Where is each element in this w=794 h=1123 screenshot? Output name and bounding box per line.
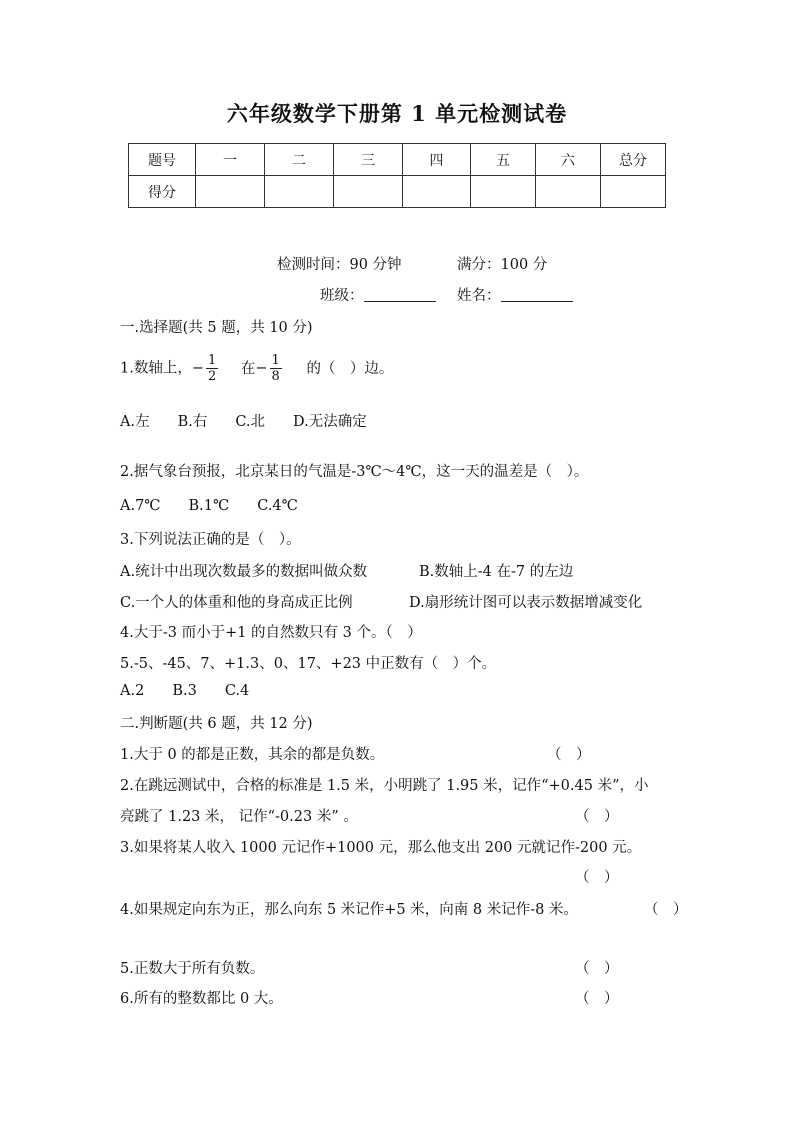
option[interactable]: C.一个人的体重和他的身高成正比例 bbox=[120, 595, 353, 611]
s2-q1: 1.大于 0 的都是正数，其余的都是负数。 bbox=[120, 747, 385, 763]
option[interactable]: B.1℃ bbox=[188, 498, 230, 514]
option[interactable]: C.北 bbox=[235, 414, 266, 430]
option[interactable]: A.统计中出现次数最多的数据叫做众数 bbox=[120, 564, 368, 580]
score-cell[interactable] bbox=[196, 176, 265, 208]
option[interactable]: A.2 bbox=[120, 683, 145, 699]
name-blank[interactable] bbox=[501, 287, 573, 302]
class-field bbox=[320, 284, 436, 305]
score-header-cell: 题号 bbox=[129, 144, 196, 176]
answer-paren[interactable]: （ ） bbox=[644, 902, 688, 918]
score-cell[interactable] bbox=[536, 176, 601, 208]
class-blank[interactable] bbox=[364, 287, 436, 302]
score-table-header-row bbox=[129, 144, 666, 176]
s1-q1-suffix: 的（ ）边。 bbox=[306, 360, 394, 377]
full-score: 满分：100 分 bbox=[457, 257, 548, 273]
option[interactable]: B.3 bbox=[172, 683, 197, 699]
score-cell[interactable] bbox=[265, 176, 334, 208]
name-label: 姓名： bbox=[457, 288, 501, 304]
fraction-one-half: $\frac{1}{2}$ bbox=[208, 353, 217, 384]
score-header-cell: 总分 bbox=[601, 144, 666, 176]
score-cell[interactable] bbox=[334, 176, 403, 208]
option[interactable]: B.数轴上-4 在-7 的左边 bbox=[419, 564, 574, 580]
option[interactable]: C.4 bbox=[224, 683, 250, 699]
s2-q6: 6.所有的整数都比 0 大。 bbox=[120, 991, 283, 1007]
option[interactable]: B.右 bbox=[177, 414, 208, 430]
s1-q1-options bbox=[120, 410, 395, 431]
score-table bbox=[128, 143, 666, 208]
exam-time: 检测时间：90 分钟 bbox=[277, 257, 402, 273]
score-table-score-row bbox=[129, 176, 666, 208]
s1-q2: 2.据气象台预报，北京某日的气温是-3℃～4℃，这一天的温差是（ ）。 bbox=[120, 464, 589, 480]
section2-heading: 二.判断题(共 6 题，共 12 分) bbox=[120, 716, 313, 732]
option[interactable]: A.7℃ bbox=[120, 498, 161, 514]
score-header-cell: 一 bbox=[196, 144, 265, 176]
s2-q2-line2: 亮跳了 1.23 米， 记作“-0.23 米” 。 bbox=[120, 809, 358, 825]
s1-q1-mid: 在 bbox=[240, 360, 256, 377]
s2-q4: 4.如果规定向东为正，那么向东 5 米记作+5 米，向南 8 米记作-8 米。 bbox=[120, 902, 578, 918]
s1-q5: 5.-5、-45、7、+1.3、0、17、+23 中正数有（ ）个。 bbox=[120, 656, 497, 672]
answer-paren[interactable]: （ ） bbox=[575, 870, 619, 886]
score-header-cell: 五 bbox=[471, 144, 536, 176]
score-cell[interactable] bbox=[471, 176, 536, 208]
option[interactable]: D.无法确定 bbox=[293, 414, 367, 430]
score-header-cell: 二 bbox=[265, 144, 334, 176]
s1-q1 bbox=[120, 353, 393, 384]
name-field bbox=[457, 284, 573, 305]
fraction-one-eighth: $\frac{1}{8}$ bbox=[271, 353, 280, 384]
section1-heading: 一.选择题(共 5 题，共 10 分) bbox=[120, 320, 313, 336]
score-row-label: 得分 bbox=[129, 176, 196, 208]
s2-q2-line1: 2.在跳远测试中，合格的标准是 1.5 米，小明跳了 1.95 米，记作“+0.45 米”，小 bbox=[120, 778, 649, 794]
option[interactable]: D.扇形统计图可以表示数据增减变化 bbox=[409, 595, 643, 611]
s1-q4: 4.大于-3 而小于+1 的自然数只有 3 个。（ ） bbox=[120, 625, 422, 641]
score-header-cell: 四 bbox=[403, 144, 471, 176]
s1-q1-prefix: 1.数轴上， bbox=[120, 360, 192, 377]
score-cell[interactable] bbox=[601, 176, 666, 208]
option[interactable]: C.4℃ bbox=[257, 498, 298, 514]
answer-paren[interactable]: （ ） bbox=[575, 961, 619, 977]
s1-q5-options bbox=[120, 683, 277, 699]
score-header-cell: 六 bbox=[536, 144, 601, 176]
answer-paren[interactable]: （ ） bbox=[547, 747, 591, 763]
s1-q2-options bbox=[120, 498, 326, 514]
class-label: 班级： bbox=[320, 288, 364, 304]
minus-sign: − bbox=[191, 360, 204, 377]
score-header-cell: 三 bbox=[334, 144, 403, 176]
s1-q3: 3.下列说法正确的是（ ）。 bbox=[120, 532, 301, 548]
s2-q5: 5.正数大于所有负数。 bbox=[120, 961, 265, 977]
page-title: 六年级数学下册第 1 单元检测试卷 bbox=[226, 101, 568, 126]
s2-q3: 3.如果将某人收入 1000 元记作+1000 元，那么他支出 200 元就记作-200 元。 bbox=[120, 840, 642, 856]
answer-paren[interactable]: （ ） bbox=[575, 809, 619, 825]
score-cell[interactable] bbox=[403, 176, 471, 208]
minus-sign: − bbox=[255, 360, 268, 377]
option[interactable]: A.左 bbox=[120, 414, 150, 430]
answer-paren[interactable]: （ ） bbox=[575, 991, 619, 1007]
